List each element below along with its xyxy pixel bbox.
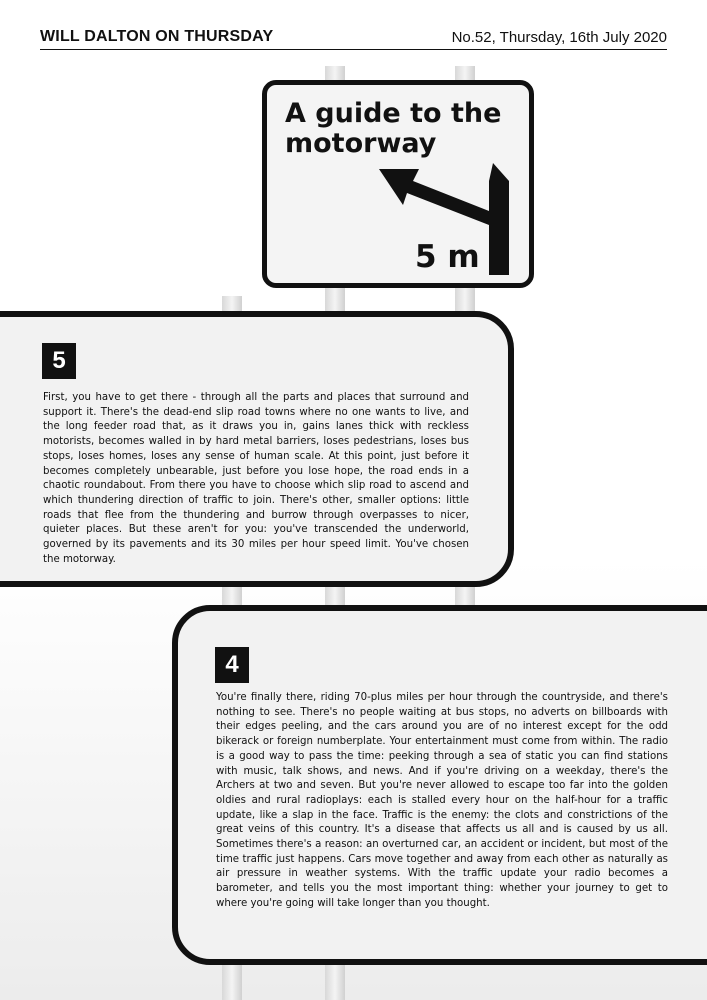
section-5-text: First, you have to get there - through all the parts and places that surround and support it. There's the dead-end slip road towns where no one wants to live, and the long feeder road that, as it draws you in, gains lanes thick with reckless motorists, becomes walled in by hard metal barriers, loses pedestrians, loses bus stops, loses homes, loses any sense of human scale. At this point, just before it becomes completely unbearable, just before you lose hope, the road ends in a chaotic roundabout. From there you have to choose which slip road to ascend and which thundering direction of traffic to join. There's other, smaller options: little roads that flee from the thundering and burrow through overpasses to nicer, quieter places. But these aren't for you: you've transcended the underworld, governed by its pavements and its 30 miles per hour speed limit. You've chosen the motorway. [43, 392, 469, 565]
masthead-issue-date: No.52, Thursday, 16th July 2020 [451, 29, 667, 46]
sign-distance: 5 m [415, 239, 480, 275]
section-number-badge: 5 [42, 343, 76, 379]
article-title-line-1: A guide to the [285, 98, 502, 129]
masthead [40, 27, 667, 50]
motorway-slip-road-arrow-icon [267, 85, 529, 283]
section-number-badge: 4 [215, 647, 249, 683]
motorway-sign [262, 80, 534, 288]
section-5-panel [0, 311, 514, 587]
section-4-text: You're finally there, riding 70-plus miles per hour through the countryside, and there's nothing to see. There's no people waiting at bus stops, no adverts on billboards with their edges peeling, and the cars around you are of no interest except for the odd bikerack or foreign numberplate. Your entertainment must come from within. The radio is a good way to pass the time: peeking through a sea of static you can find stations with music, talk shows, and news. And if you're driving on a weekday, there's the Archers at two and seven. But you're never allowed to escape too far into the golden oldies and rural radioplays: each is stalled every hour on the half-hour for a traffic update, like a slap in the face. Traffic is the enemy: the clots and constrictions of the great veins of this country. It's a disease that affects us all and is caused by us all. Sometimes there's a reason: an overturned car, an accident or incident, but most of the time traffic just happens. Cars move together and away from each other as naturally as air pressure in weather systems. With the traffic update your radio becomes a barometer, and tells you the most important thing: whether your journey to get to where you're going will take longer than you thought. [216, 692, 668, 909]
section-4-panel [172, 605, 707, 965]
sign-post-right-bottom [325, 962, 345, 1000]
sign-post-left-bottom [222, 962, 242, 1000]
masthead-title: WILL DALTON ON THURSDAY [40, 28, 274, 45]
article-title-line-2: motorway [285, 128, 437, 159]
